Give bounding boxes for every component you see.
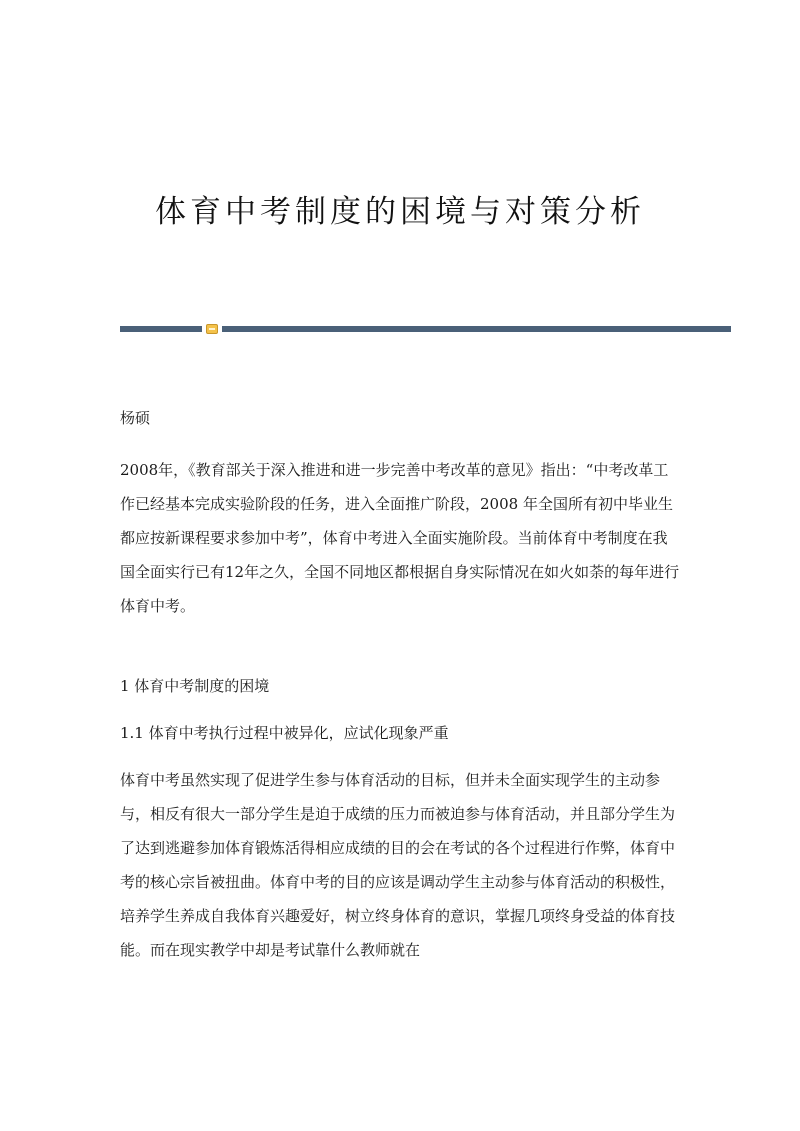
body-paragraph: 体育中考虽然实现了促进学生参与体育活动的目标，但并未全面实现学生的主动参与，相反有很大一部分学生是迫于成绩的压力而被迫参与体育活动，并且部分学生为了达到逃避参加体育锻炼活得相应成绩的目的会在考试的各个过程进行作弊，体育中考的核心宗旨被扭曲。体育中考的目的应该是调动学生主动参与体育活动的积极性，培养学生养成自我体育兴趣爱好，树立终身体育的意识，掌握几项终身受益的体育技能。而在现实教学中却是考试靠什么教师就在 — [120, 771, 676, 959]
subsection-heading: 1.1 体育中考执行过程中被异化，应试化现象严重 — [120, 724, 449, 742]
divider-right-bar — [222, 326, 731, 332]
author-name: 杨硕 — [120, 409, 151, 427]
document-title: 体育中考制度的困境与对策分析 — [155, 194, 645, 230]
divider-left-bar — [120, 326, 202, 332]
title-divider — [120, 324, 731, 332]
section-heading: 1 体育中考制度的困境 — [120, 677, 270, 695]
folder-icon — [206, 324, 218, 334]
intro-paragraph: 2008年，《教育部关于深入推进和进一步完善中考改革的意见》指出：“中考改革工作已经基本完成实验阶段的任务，进入全面推广阶段，2008 年全国所有初中毕业生都应按新课程要求参加中考”，体育中考进入全面实施阶段。当前体育中考制度在我国全面实行已有12年之久，全国不同地区都根据自身实际情况在如火如荼的每年进行体育中考。 — [120, 461, 680, 615]
